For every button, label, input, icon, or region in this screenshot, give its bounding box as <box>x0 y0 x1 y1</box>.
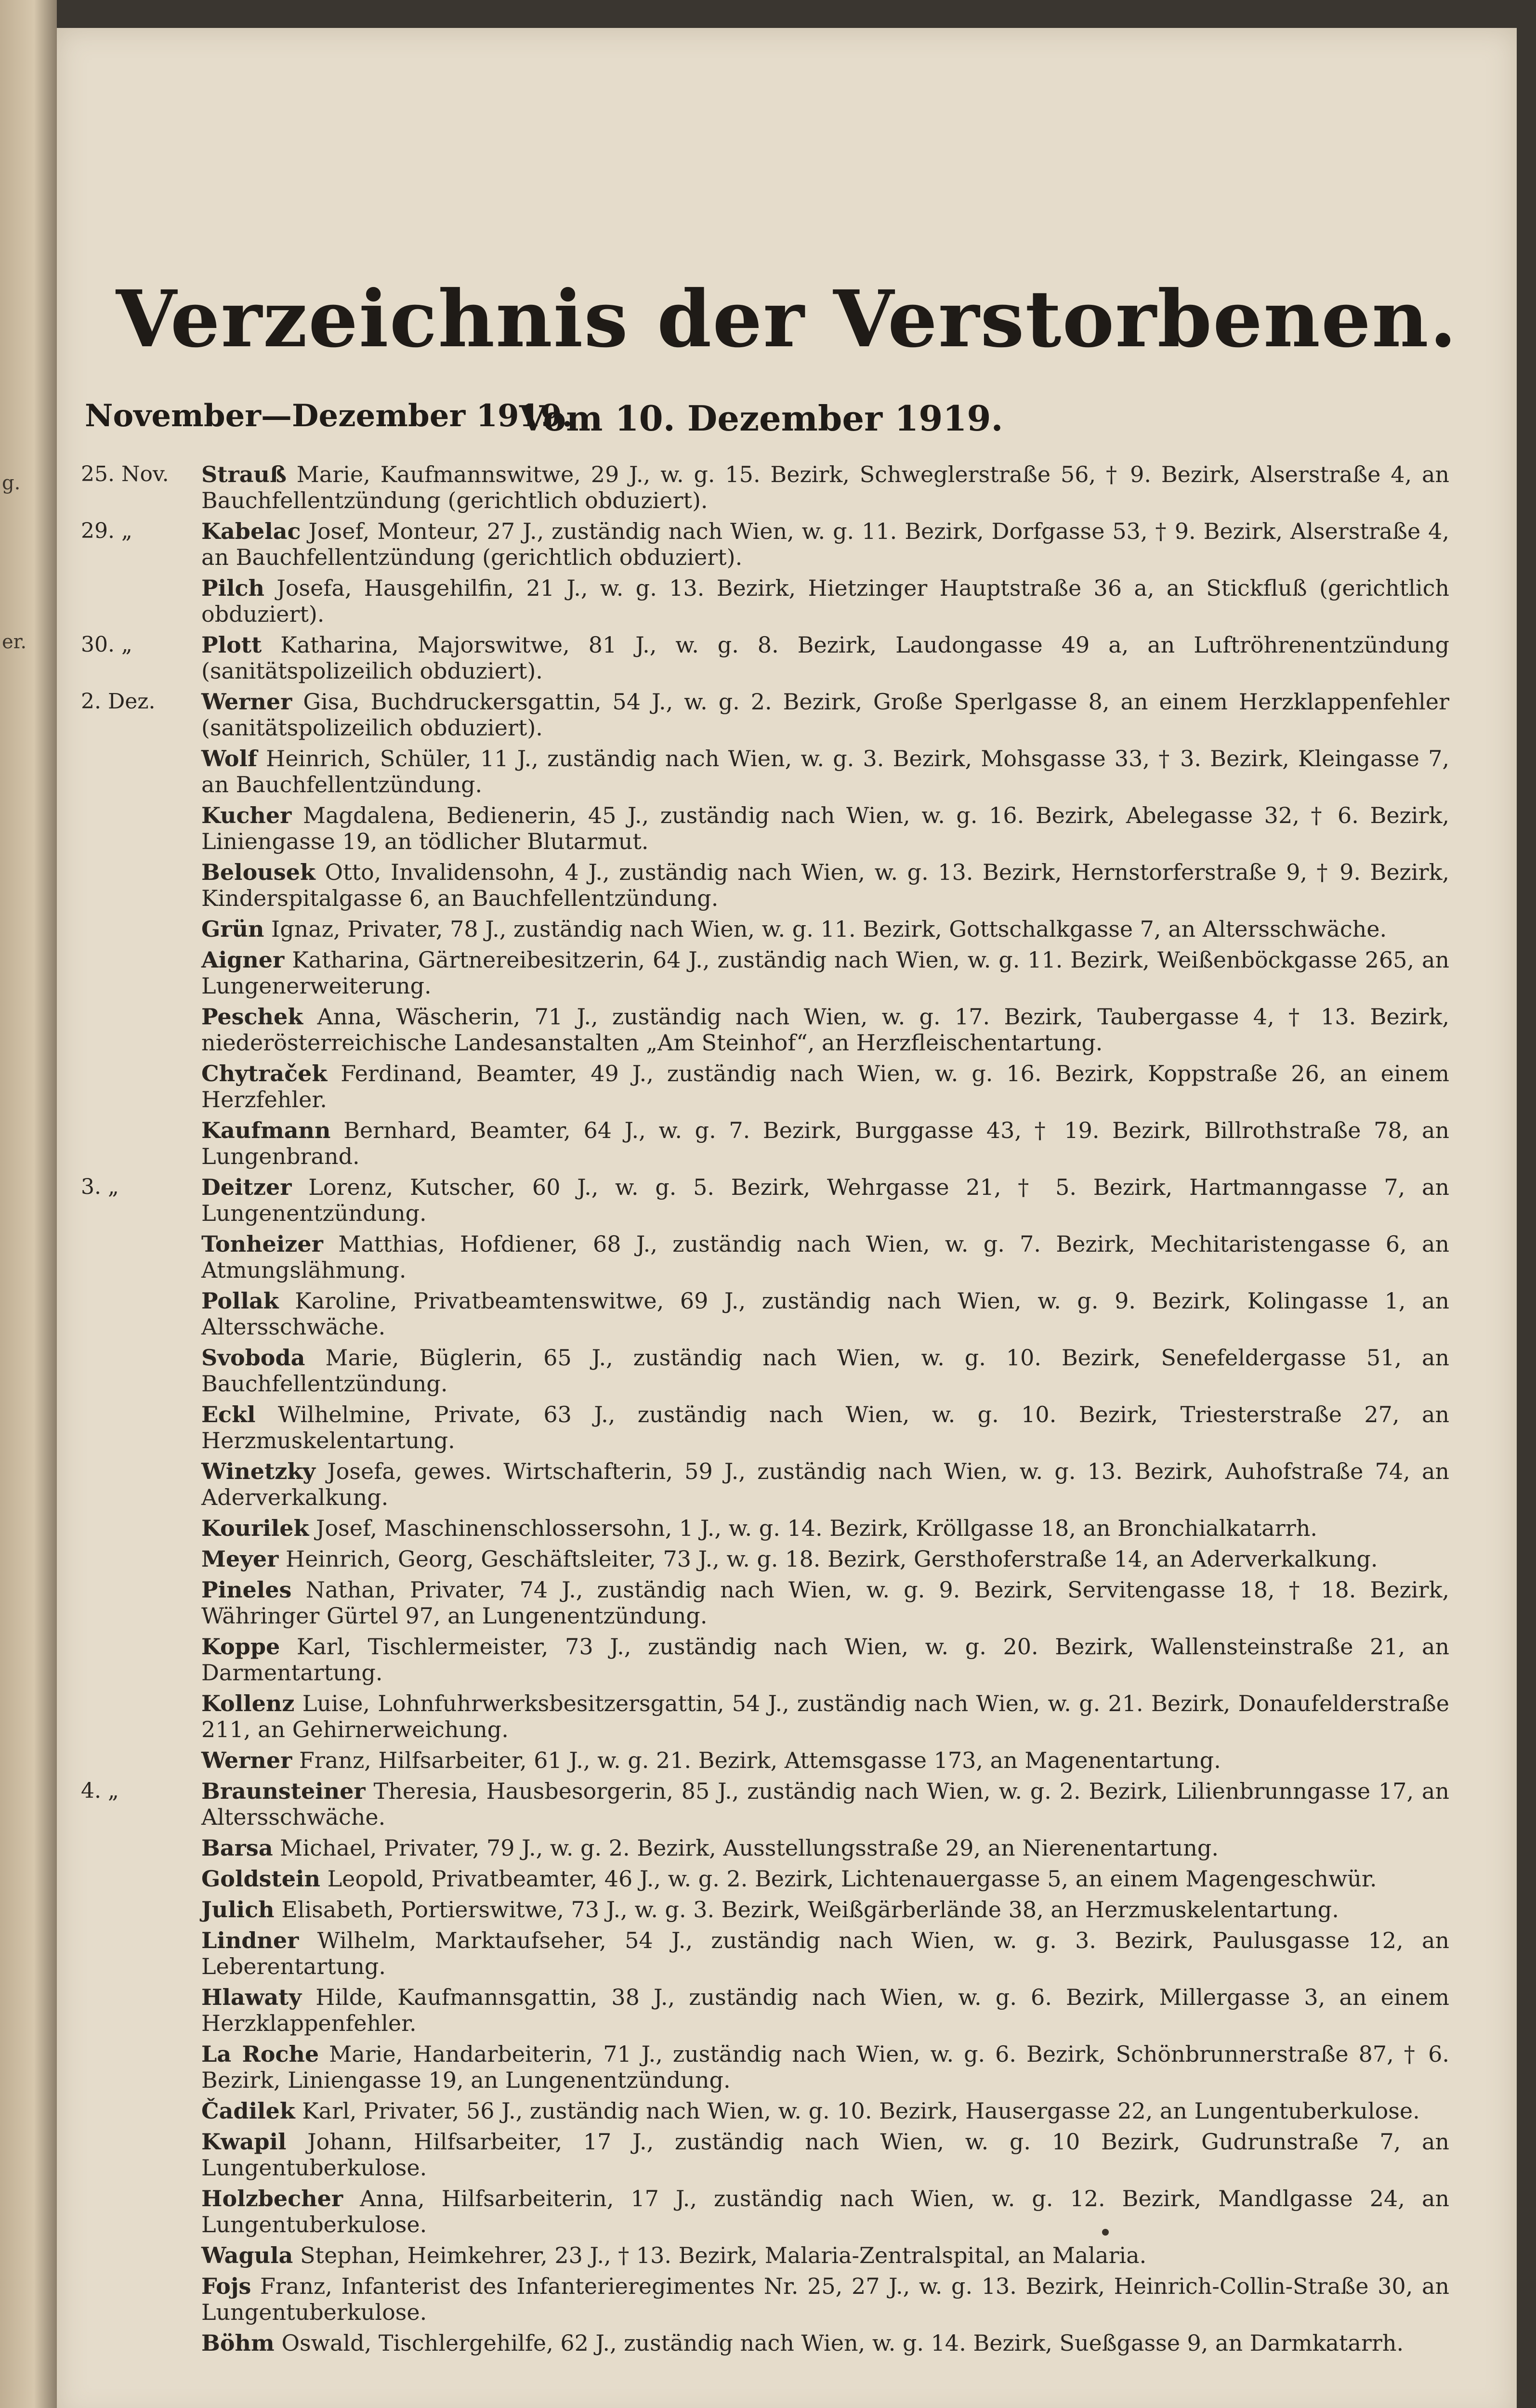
entry-body <box>201 1288 1449 1340</box>
entry-details: Heinrich, Georg, Geschäftsleiter, 73 J., w. g. 18. Bezirk, Gersthoferstraße 14, an Aderverkalkung. <box>286 1546 1378 1572</box>
entry-body <box>201 1747 1449 1773</box>
entry-surname: Kaufmann <box>201 1117 331 1143</box>
entry-details: Franz, Infanterist des Infanterieregimentes Nr. 25, 27 J., w. g. 13. Bezirk, Heinrich-Collin-Straße 30, an Lungentuberkulose. <box>201 2273 1449 2325</box>
entry-details: Anna, Hilfsarbeiterin, 17 J., zuständig nach Wien, w. g. 12. Bezirk, Mandlgasse 24, an Lungentuberkulose. <box>201 2186 1450 2238</box>
entry-body <box>201 1345 1449 1397</box>
entry-body <box>201 518 1449 570</box>
entry-surname: Kollenz <box>201 1690 295 1716</box>
entry-body <box>201 2098 1449 2124</box>
entry-details: Johann, Hilfsarbeiter, 17 J., zuständig nach Wien, w. g. 10 Bezirk, Gudrunstraße 7, an Lungentuberkulose. <box>201 2129 1449 2181</box>
entry-body <box>201 1174 1449 1226</box>
entry-body <box>201 1984 1449 2036</box>
entry-details: Michael, Privater, 79 J., w. g. 2. Bezirk, Ausstellungsstraße 29, an Nierenentartung. <box>280 1835 1219 1861</box>
entry-body <box>201 1577 1449 1629</box>
entry-surname: Pollak <box>201 1288 279 1314</box>
entry-surname: Wolf <box>201 746 257 772</box>
entry-details: Oswald, Tischlergehilfe, 62 J., zuständig nach Wien, w. g. 14. Bezirk, Sueßgasse 9, an Darmkatarrh. <box>281 2330 1404 2356</box>
entry-surname: Lindner <box>201 1927 299 1953</box>
entry-date: 2. Dez. <box>81 689 156 714</box>
entry-body <box>201 1060 1449 1112</box>
entry-surname: Pilch <box>201 575 264 601</box>
entry-surname: Pineles <box>201 1577 292 1603</box>
entry-body <box>201 1004 1449 1056</box>
entry-date: 30. „ <box>81 632 132 657</box>
entry-surname: Werner <box>201 689 292 715</box>
entry-body <box>201 1231 1449 1283</box>
entry-body <box>201 1401 1449 1453</box>
entry-details: Karoline, Privatbeamtenswitwe, 69 J., zuständig nach Wien, w. g. 9. Bezirk, Kolingasse 1, an Altersschwäche. <box>201 1288 1450 1340</box>
entry-date: 25. Nov. <box>81 462 169 486</box>
entry-surname: Aigner <box>201 947 285 973</box>
page-title: Verzeichnis der Verstorbenen. <box>116 274 1458 365</box>
entry-details: Theresia, Hausbesorgerin, 85 J., zuständig nach Wien, w. g. 2. Bezirk, Lilienbrunngasse 17, an Altersschwäche. <box>201 1778 1449 1830</box>
entry-body <box>201 802 1449 854</box>
entry-body <box>201 1866 1449 1892</box>
entry-details: Marie, Handarbeiterin, 71 J., zuständig nach Wien, w. g. 6. Bezirk, Schönbrunnerstraße 87, † 6. Bezirk, Liniengasse 19, an Lungenentzündung. <box>201 2041 1450 2093</box>
entry-body <box>201 916 1449 942</box>
document-page <box>57 28 1517 2408</box>
entry-surname: Peschek <box>201 1004 303 1030</box>
entry-surname: Kourilek <box>201 1515 309 1541</box>
section-heading: Vom 10. Dezember 1919. <box>519 398 1003 439</box>
entry-body <box>201 1897 1449 1923</box>
entry-surname: Werner <box>201 1747 292 1773</box>
entry-surname: Kucher <box>201 802 292 828</box>
entry-details: Leopold, Privatbeamter, 46 J., w. g. 2. Bezirk, Lichtenauergasse 5, an einem Magengeschwür. <box>327 1866 1377 1892</box>
period-heading: November—Dezember 1919. <box>85 398 573 434</box>
entry-body <box>201 2186 1449 2238</box>
entry-details: Elisabeth, Portierswitwe, 73 J., w. g. 3. Bezirk, Weißgärberlände 38, an Herzmuskelentartung. <box>281 1897 1339 1923</box>
entry-surname: Fojs <box>201 2273 251 2299</box>
entry-body <box>201 1515 1449 1541</box>
entry-details: Katharina, Majorswitwe, 81 J., w. g. 8. Bezirk, Laudongasse 49 a, an Luftröhrenentzündung (sanitätspolizeilich obduziert). <box>201 632 1450 684</box>
entry-surname: Julich <box>201 1897 275 1923</box>
entry-details: Josefa, gewes. Wirtschafterin, 59 J., zuständig nach Wien, w. g. 13. Bezirk, Auhofstraße 74, an Aderverkalkung. <box>201 1458 1449 1510</box>
entry-details: Magdalena, Bedienerin, 45 J., zuständig nach Wien, w. g. 16. Bezirk, Abelegasse 32, † 6. Bezirk, Liniengasse 19, an tödlicher Blutarmut. <box>201 802 1449 854</box>
entry-body <box>201 2242 1449 2268</box>
entry-surname: Tonheizer <box>201 1231 323 1257</box>
entry-date: 3. „ <box>81 1175 119 1199</box>
entry-surname: Meyer <box>201 1546 279 1572</box>
entry-body <box>201 632 1449 684</box>
entry-body <box>201 2330 1449 2356</box>
entry-details: Marie, Kaufmannswitwe, 29 J., w. g. 15. Bezirk, Schweglerstraße 56, † 9. Bezirk, Alserstraße 4, an Bauchfellentzündung (gerichtlich obduziert). <box>201 461 1450 513</box>
entry-body <box>201 746 1449 798</box>
entry-body <box>201 859 1449 911</box>
entry-body <box>201 1835 1449 1861</box>
entry-surname: Chytraček <box>201 1060 328 1086</box>
entry-surname: Plott <box>201 632 262 658</box>
entry-details: Josef, Monteur, 27 J., zuständig nach Wien, w. g. 11. Bezirk, Dorfgasse 53, † 9. Bezirk, Alserstraße 4, an Bauchfellentzündung (gerichtlich obduziert). <box>201 518 1449 570</box>
entry-surname: Böhm <box>201 2330 275 2356</box>
entry-details: Ignaz, Privater, 78 J., zuständig nach Wien, w. g. 11. Bezirk, Gottschalkgasse 7, an Altersschwäche. <box>271 916 1387 942</box>
entry-date: 29. „ <box>81 519 132 543</box>
entry-details: Anna, Wäscherin, 71 J., zuständig nach Wien, w. g. 17. Bezirk, Taubergasse 4, † 13. Bezirk, niederösterreichische Landesanstalten „Am Steinhof“, an Herzfleischentartung. <box>201 1004 1450 1056</box>
entry-body <box>201 575 1449 627</box>
entry-body <box>201 1546 1449 1572</box>
death-register-list <box>57 28 1517 2408</box>
entry-surname: Goldstein <box>201 1866 320 1892</box>
entry-details: Katharina, Gärtnereibesitzerin, 64 J., zuständig nach Wien, w. g. 11. Bezirk, Weißenböckgasse 265, an Lungenerweiterung. <box>201 947 1450 999</box>
entry-surname: Wagula <box>201 2242 293 2268</box>
entry-surname: Deitzer <box>201 1174 292 1200</box>
entry-body <box>201 1634 1449 1686</box>
entry-body <box>201 1458 1449 1510</box>
entry-details: Stephan, Heimkehrer, 23 J., † 13. Bezirk, Malaria-Zentralspital, an Malaria. <box>300 2242 1147 2268</box>
entry-body <box>201 1117 1449 1169</box>
entry-details: Hilde, Kaufmannsgattin, 38 J., zuständig nach Wien, w. g. 6. Bezirk, Millergasse 3, an einem Herzklappenfehler. <box>201 1984 1449 2036</box>
entry-details: Wilhelm, Marktaufseher, 54 J., zuständig nach Wien, w. g. 3. Bezirk, Paulusgasse 12, an Leberentartung. <box>201 1927 1449 1979</box>
adjacent-page-edge <box>0 0 57 2408</box>
entry-surname: Holzbecher <box>201 2186 343 2212</box>
entry-body <box>201 2041 1449 2093</box>
entry-details: Otto, Invalidensohn, 4 J., zuständig nach Wien, w. g. 13. Bezirk, Hernstorferstraße 9, † 9. Bezirk, Kinderspitalgasse 6, an Bauchfellentzündung. <box>201 859 1449 911</box>
entry-surname: Grün <box>201 916 264 942</box>
entry-surname: Belousek <box>201 859 315 885</box>
entry-body <box>201 947 1449 999</box>
entry-details: Marie, Büglerin, 65 J., zuständig nach Wien, w. g. 10. Bezirk, Senefeldergasse 51, an Bauchfellentzündung. <box>201 1345 1450 1397</box>
entry-details: Josef, Maschinenschlossersohn, 1 J., w. g. 14. Bezirk, Kröllgasse 18, an Bronchialkatarrh. <box>316 1515 1317 1541</box>
entry-details: Luise, Lohnfuhrwerksbesitzersgattin, 54 J., zuständig nach Wien, w. g. 21. Bezirk, Donaufelderstraße 211, an Gehirnerweichung. <box>201 1690 1449 1742</box>
entry-details: Karl, Tischlermeister, 73 J., zuständig nach Wien, w. g. 20. Bezirk, Wallensteinstraße 21, an Darmentartung. <box>201 1634 1449 1686</box>
entry-details: Ferdinand, Beamter, 49 J., zuständig nach Wien, w. g. 16. Bezirk, Koppstraße 26, an einem Herzfehler. <box>201 1060 1449 1112</box>
entry-surname: Braunsteiner <box>201 1778 366 1804</box>
entry-details: Lorenz, Kutscher, 60 J., w. g. 5. Bezirk, Wehrgasse 21, † 5. Bezirk, Hartmanngasse 7, an Lungenentzündung. <box>201 1174 1450 1226</box>
entry-details: Karl, Privater, 56 J., zuständig nach Wien, w. g. 10. Bezirk, Hausergasse 22, an Lungentuberkulose. <box>302 2098 1420 2124</box>
entry-surname: Koppe <box>201 1634 280 1660</box>
entry-surname: Čadilek <box>201 2098 295 2124</box>
entry-body <box>201 1927 1449 1979</box>
entry-body <box>201 461 1449 513</box>
entry-surname: Kwapil <box>201 2129 287 2155</box>
entry-surname: Kabelac <box>201 518 301 544</box>
adjacent-page-fragment: er. <box>2 631 27 653</box>
entry-surname: Eckl <box>201 1401 256 1427</box>
entry-body <box>201 1778 1449 1830</box>
entry-body <box>201 2273 1449 2325</box>
entry-surname: Hlawaty <box>201 1984 302 2010</box>
entry-details: Matthias, Hofdiener, 68 J., zuständig nach Wien, w. g. 7. Bezirk, Mechitaristengasse 6, an Atmungslähmung. <box>201 1231 1449 1283</box>
entry-details: Josefa, Hausgehilfin, 21 J., w. g. 13. Bezirk, Hietzinger Hauptstraße 36 a, an Stickfluß (gerichtlich obduziert). <box>201 575 1449 627</box>
entry-surname: Barsa <box>201 1835 273 1861</box>
entry-details: Heinrich, Schüler, 11 J., zuständig nach Wien, w. g. 3. Bezirk, Mohsgasse 33, † 3. Bezirk, Kleingasse 7, an Bauchfellentzündung. <box>201 746 1449 798</box>
entry-date: 4. „ <box>81 1779 119 1803</box>
ink-speck <box>1102 2229 1109 2236</box>
entry-details: Bernhard, Beamter, 64 J., w. g. 7. Bezirk, Burggasse 43, † 19. Bezirk, Billrothstraße 78, an Lungenbrand. <box>201 1117 1450 1169</box>
entry-surname: Svoboda <box>201 1345 305 1371</box>
entry-body <box>201 2129 1449 2181</box>
entry-details: Franz, Hilfsarbeiter, 61 J., w. g. 21. Bezirk, Attemsgasse 173, an Magenentartung. <box>299 1747 1221 1773</box>
entry-body <box>201 689 1449 741</box>
entry-details: Gisa, Buchdruckersgattin, 54 J., w. g. 2. Bezirk, Große Sperlgasse 8, an einem Herzklappenfehler (sanitätspolizeilich obduziert). <box>201 689 1449 741</box>
entry-surname: Winetzky <box>201 1458 316 1484</box>
entry-surname: Strauß <box>201 461 287 487</box>
entry-details: Nathan, Privater, 74 J., zuständig nach Wien, w. g. 9. Bezirk, Servitengasse 18, † 18. Bezirk, Währinger Gürtel 97, an Lungenentzündung. <box>201 1577 1449 1629</box>
entry-details: Wilhelmine, Private, 63 J., zuständig nach Wien, w. g. 10. Bezirk, Triesterstraße 27, an Herzmuskelentartung. <box>201 1401 1449 1453</box>
adjacent-page-fragment: g. <box>2 472 21 494</box>
entry-surname: La Roche <box>201 2041 319 2067</box>
entry-body <box>201 1690 1449 1742</box>
